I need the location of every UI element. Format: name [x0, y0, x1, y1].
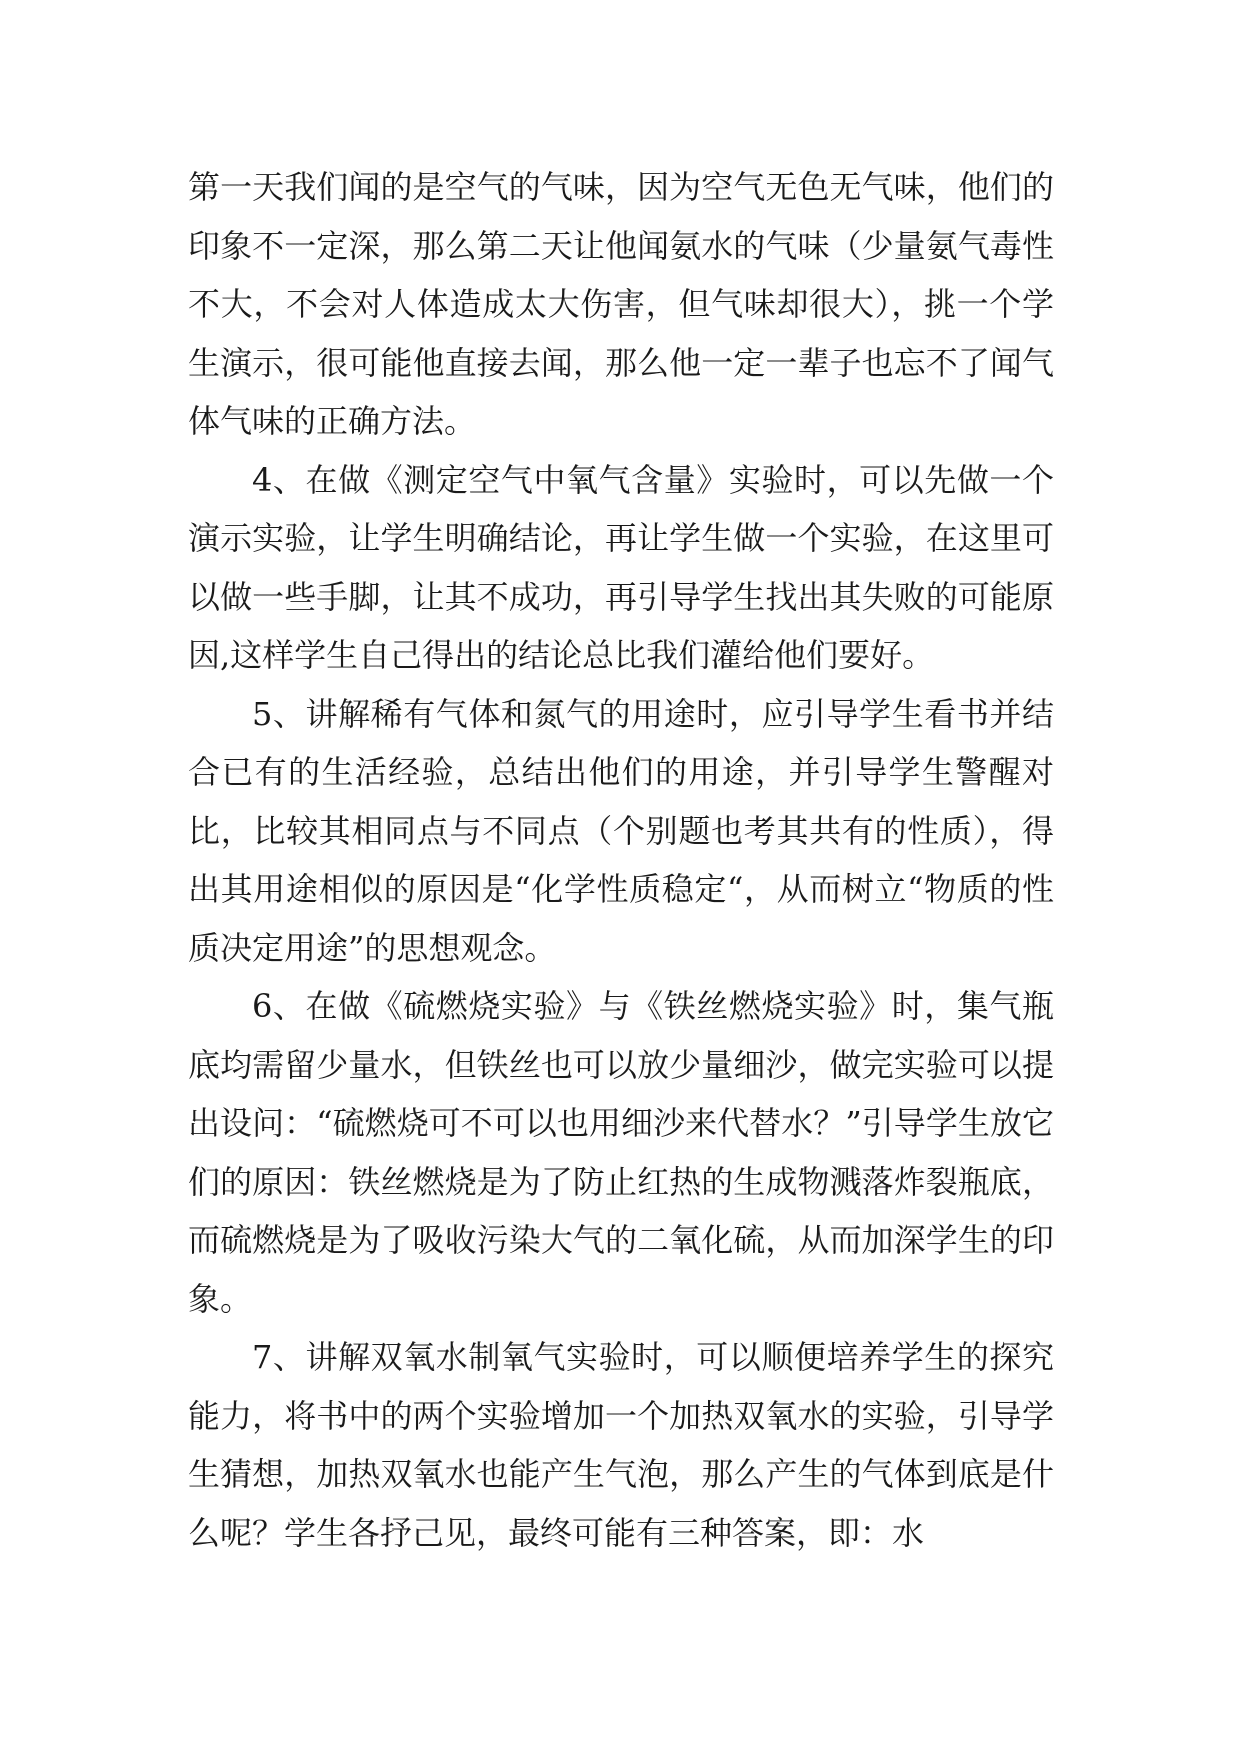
paragraph-continued: 第一天我们闻的是空气的气味，因为空气无色无气味，他们的印象不一定深，那么第二天让他闻氨水的气味（少量氨气毒性不大，不会对人体造成太大伤害，但气味却很大），挑一个学生演示，很可能他直接去闻，那么他一定一辈子也忘不了闻气体气味的正确方法。	[188, 168, 1054, 440]
paragraph-item-5: 5、讲解稀有气体和氮气的用途时，应引导学生看书并结合已有的生活经验，总结出他们的用途，并引导学生警醒对比，比较其相同点与不同点（个别题也考其共有的性质），得出其用途相似的原因是“化学性质稳定“，从而树立“物质的性质决定用途”的思想观念。	[188, 694, 1054, 967]
paragraph-item-6: 6、在做《硫燃烧实验》与《铁丝燃烧实验》时，集气瓶底均需留少量水，但铁丝也可以放少量细沙，做完实验可以提出设问：“硫燃烧可不可以也用细沙来代替水？”引导学生放它们的原因：铁丝燃烧是为了防止红热的生成物溅落炸裂瓶底，而硫燃烧是为了吸收污染大气的二氧化硫，从而加深学生的印象。	[188, 987, 1054, 1318]
document-body	[188, 158, 1054, 1562]
paragraph-item-4: 4、在做《测定空气中氧气含量》实验时，可以先做一个演示实验，让学生明确结论，再让学生做一个实验，在这里可以做一些手脚，让其不成功，再引导学生找出其失败的可能原因,这样学生自己得出的结论总比我们灌给他们要好。	[188, 460, 1054, 674]
paragraph-item-7: 7、讲解双氧水制氧气实验时，可以顺便培养学生的探究能力，将书中的两个实验增加一个加热双氧水的实验，引导学生猜想，加热双氧水也能产生气泡，那么产生的气体到底是什么呢？学生各抒己见，最终可能有三种答案，即：水	[188, 1338, 1054, 1552]
